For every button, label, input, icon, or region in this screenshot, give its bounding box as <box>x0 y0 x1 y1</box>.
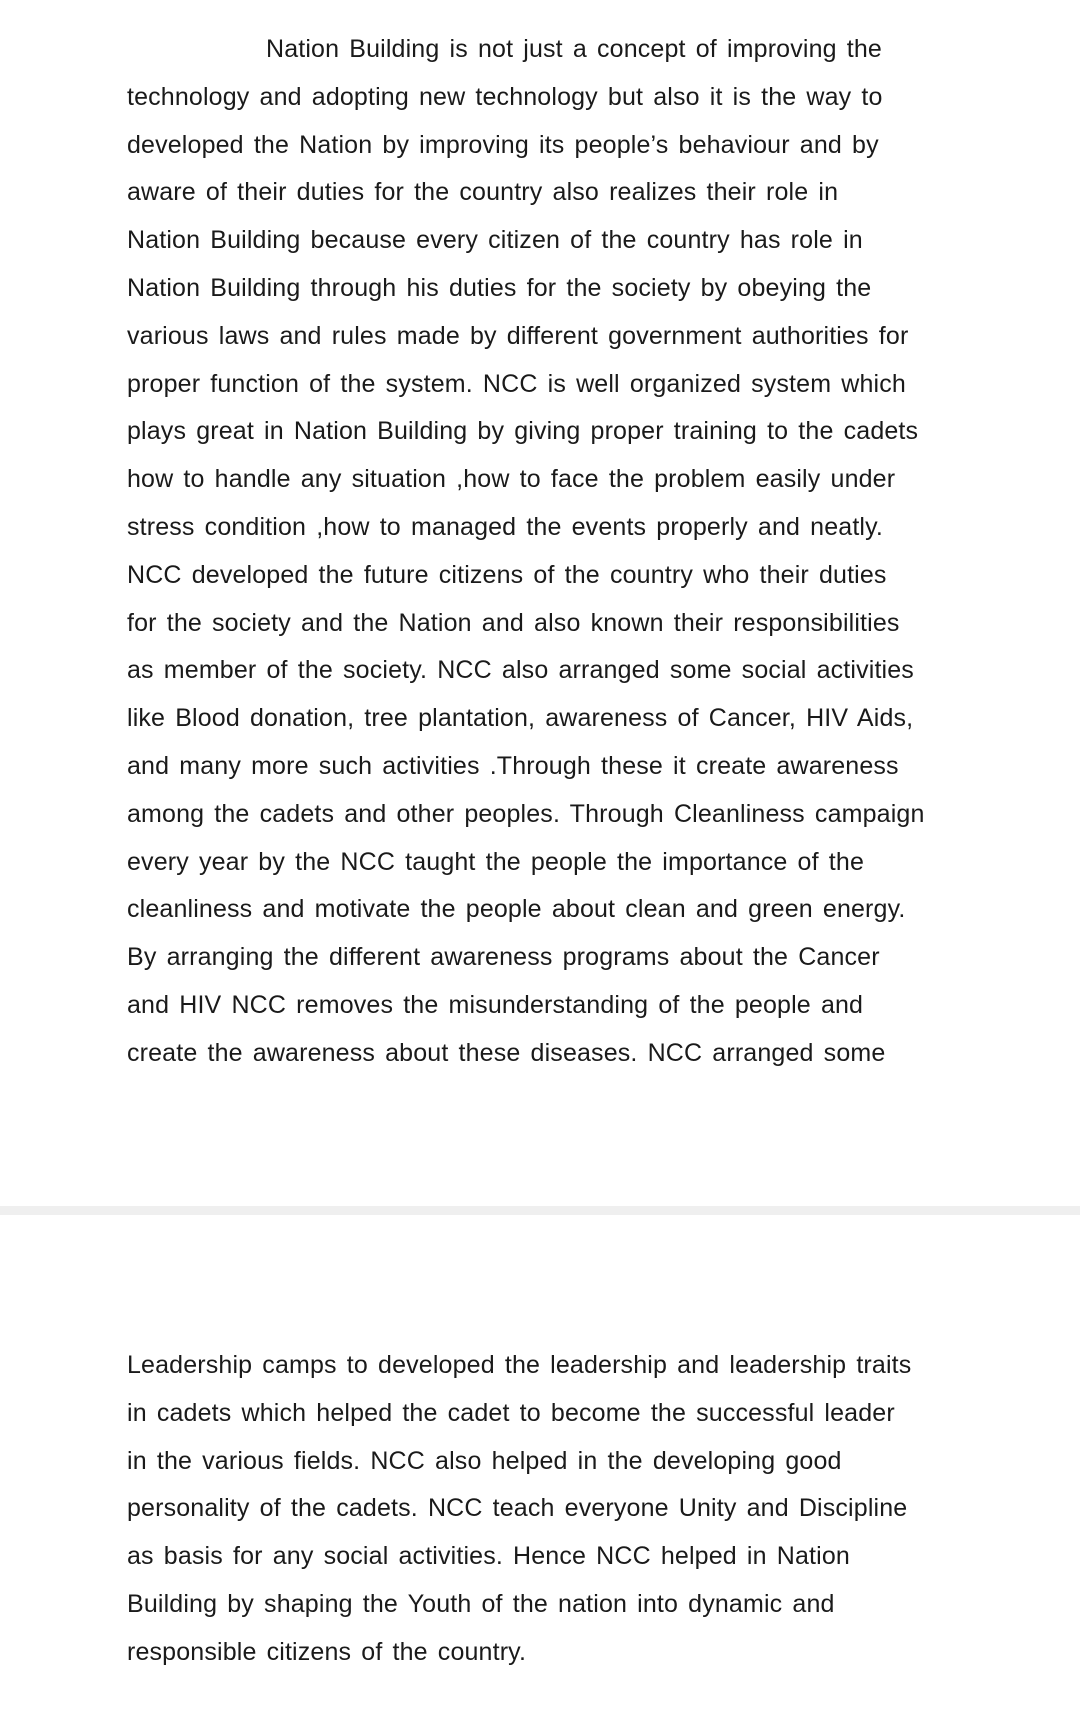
text-line: Nation Building is not just a concept of improving the <box>266 35 882 63</box>
text-line: proper function of the system. NCC is well organized system which <box>127 369 906 398</box>
text-line: Nation Building because every citizen of the country has role in <box>127 226 863 255</box>
text-line: every year by the NCC taught the people the importance of the <box>127 847 864 876</box>
paragraph-nation-building <box>127 29 925 1081</box>
text-line: aware of their duties for the country also realizes their role in <box>127 178 839 207</box>
text-line: in the various fields. NCC also helped in the developing good <box>127 1446 842 1475</box>
paragraph-continuation <box>127 1345 911 1680</box>
text-line: create the awareness about these diseases. NCC arranged some <box>127 1038 886 1067</box>
text-line: NCC developed the future citizens of the country who their duties <box>127 560 887 589</box>
text-line: as basis for any social activities. Hence NCC helped in Nation <box>127 1542 850 1571</box>
text-line: as member of the society. NCC also arranged some social activities <box>127 656 914 685</box>
text-line: plays great in Nation Building by giving proper training to the cadets <box>127 417 919 446</box>
text-line: personality of the cadets. NCC teach everyone Unity and Discipline <box>127 1494 908 1523</box>
text-line: technology and adopting new technology but also it is the way to <box>127 82 883 111</box>
text-line: like Blood donation, tree plantation, awareness of Cancer, HIV Aids, <box>127 704 914 733</box>
text-line: how to handle any situation ,how to face the problem easily under <box>127 465 896 494</box>
text-line: developed the Nation by improving its people’s behaviour and by <box>127 130 879 159</box>
text-line: By arranging the different awareness programs about the Cancer <box>127 943 880 972</box>
document-page-2 <box>0 1215 1080 1719</box>
text-line: cleanliness and motivate the people about clean and green energy. <box>127 895 906 924</box>
text-line: in cadets which helped the cadet to become the successful leader <box>127 1398 895 1427</box>
text-line: Leadership camps to developed the leadership and leadership traits <box>127 1351 912 1379</box>
text-line: various laws and rules made by different government authorities for <box>127 321 909 350</box>
text-line: Nation Building through his duties for the society by obeying the <box>127 273 872 302</box>
page-break-divider <box>0 1206 1080 1215</box>
text-line: among the cadets and other peoples. Through Cleanliness campaign <box>127 799 925 828</box>
text-line: and many more such activities .Through these it create awareness <box>127 751 899 780</box>
text-line: stress condition ,how to managed the events properly and neatly. <box>127 512 884 541</box>
text-line: responsible citizens of the country. <box>127 1637 527 1666</box>
text-line: and HIV NCC removes the misunderstanding of the people and <box>127 990 864 1019</box>
text-line: Building by shaping the Youth of the nation into dynamic and <box>127 1589 835 1618</box>
text-line: for the society and the Nation and also known their responsibilities <box>127 608 900 637</box>
